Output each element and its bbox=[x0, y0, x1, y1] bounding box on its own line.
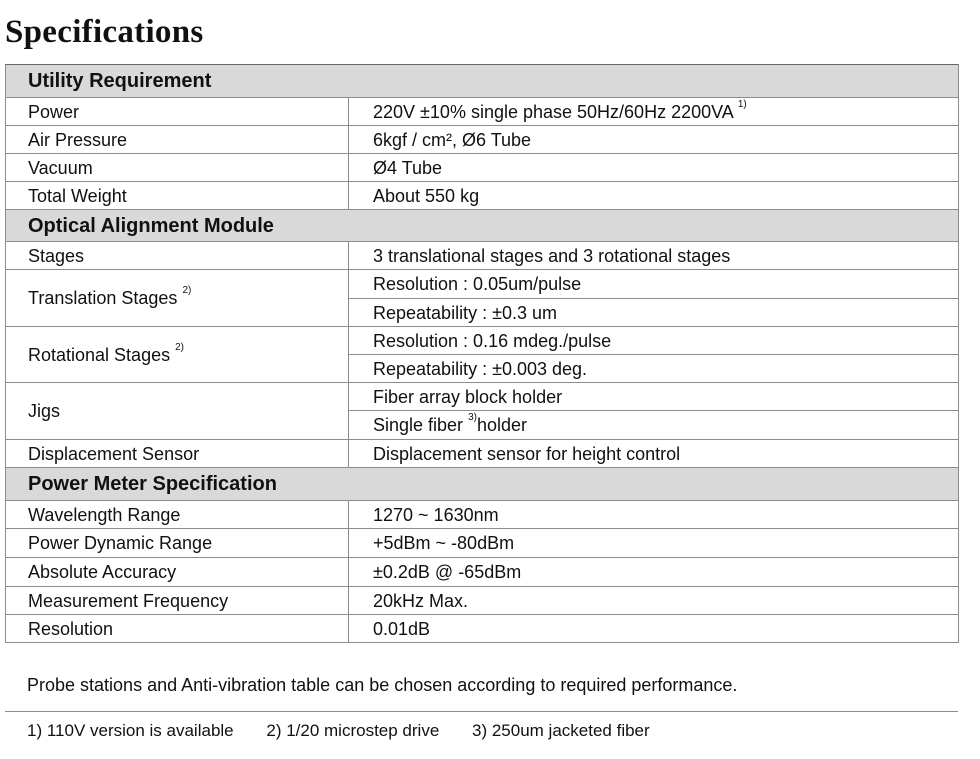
row-label: Air Pressure bbox=[6, 126, 349, 154]
row-label: Resolution bbox=[6, 615, 349, 643]
row-label-text: Translation Stages bbox=[28, 288, 178, 308]
row-label: Total Weight bbox=[6, 182, 349, 210]
footnote-ref: 3) bbox=[468, 412, 477, 423]
single-fiber-text: Single fiber $^{3)}$holder bbox=[373, 412, 528, 435]
spec-table bbox=[5, 64, 959, 643]
section-title: Utility Requirement bbox=[6, 65, 959, 98]
section-header-optical bbox=[6, 210, 959, 242]
row-label: Absolute Accuracy bbox=[6, 558, 349, 587]
section-header-power-meter bbox=[6, 468, 959, 501]
table-row bbox=[6, 587, 959, 615]
section-title: Power Meter Specification bbox=[6, 468, 959, 501]
row-value: Resolution : 0.05um/pulse bbox=[349, 270, 959, 299]
table-row bbox=[6, 242, 959, 270]
row-value bbox=[349, 411, 959, 440]
row-label: Wavelength Range bbox=[6, 501, 349, 529]
footnote-3: 3) 250um jacketed fiber bbox=[472, 721, 650, 740]
table-row bbox=[6, 383, 959, 411]
row-value: 20kHz Max. bbox=[349, 587, 959, 615]
row-label: Power bbox=[6, 98, 349, 126]
row-label bbox=[6, 327, 349, 383]
row-value: +5dBm ~ -80dBm bbox=[349, 529, 959, 558]
table-row bbox=[6, 501, 959, 529]
table-row bbox=[6, 529, 959, 558]
row-label: Displacement Sensor bbox=[6, 440, 349, 468]
footnote-1: 1) 110V version is available bbox=[27, 721, 234, 740]
row-value: Repeatability : ±0.003 deg. bbox=[349, 355, 959, 383]
row-value: ±0.2dB @ -65dBm bbox=[349, 558, 959, 587]
footnote-ref: 1) bbox=[737, 98, 747, 110]
row-value: 6kgf / cm², Ø6 Tube bbox=[349, 126, 959, 154]
table-row bbox=[6, 126, 959, 154]
table-row bbox=[6, 615, 959, 643]
row-label bbox=[6, 270, 349, 327]
table-row bbox=[6, 270, 959, 299]
table-row bbox=[6, 558, 959, 587]
row-value bbox=[349, 98, 959, 126]
row-label: Measurement Frequency bbox=[6, 587, 349, 615]
row-label: Stages bbox=[6, 242, 349, 270]
table-row bbox=[6, 440, 959, 468]
row-label: Power Dynamic Range bbox=[6, 529, 349, 558]
row-value: 1270 ~ 1630nm bbox=[349, 501, 959, 529]
divider bbox=[5, 711, 958, 712]
power-value: 220V ±10% single phase 50Hz/60Hz 2200VA bbox=[373, 101, 733, 122]
table-row bbox=[6, 182, 959, 210]
table-row bbox=[6, 154, 959, 182]
configuration-note: Probe stations and Anti-vibration table can be chosen according to required performance. bbox=[27, 675, 738, 695]
row-value: 3 translational stages and 3 rotational stages bbox=[349, 242, 959, 270]
footnotes bbox=[27, 721, 678, 741]
row-label: Jigs bbox=[6, 383, 349, 440]
row-label-text: Rotational Stages bbox=[28, 344, 171, 365]
section-title: Optical Alignment Module bbox=[6, 210, 959, 242]
row-label: Vacuum bbox=[6, 154, 349, 182]
row-value: 0.01dB bbox=[349, 615, 959, 643]
row-value: About 550 kg bbox=[349, 182, 959, 210]
row-value: Resolution : 0.16 mdeg./pulse bbox=[349, 327, 959, 355]
section-header-utility bbox=[6, 65, 959, 98]
table-row bbox=[6, 98, 959, 126]
row-value: Fiber array block holder bbox=[349, 383, 959, 411]
table-row bbox=[6, 327, 959, 355]
footnote-2: 2) 1/20 microstep drive bbox=[266, 721, 440, 740]
footnote-ref: 2) bbox=[175, 341, 185, 353]
row-value: Displacement sensor for height control bbox=[349, 440, 959, 468]
row-value: Repeatability : ±0.3 um bbox=[349, 299, 959, 327]
footnote-ref: 2) bbox=[182, 285, 192, 296]
page-title: Specifications bbox=[5, 14, 204, 50]
row-value: Ø4 Tube bbox=[349, 154, 959, 182]
